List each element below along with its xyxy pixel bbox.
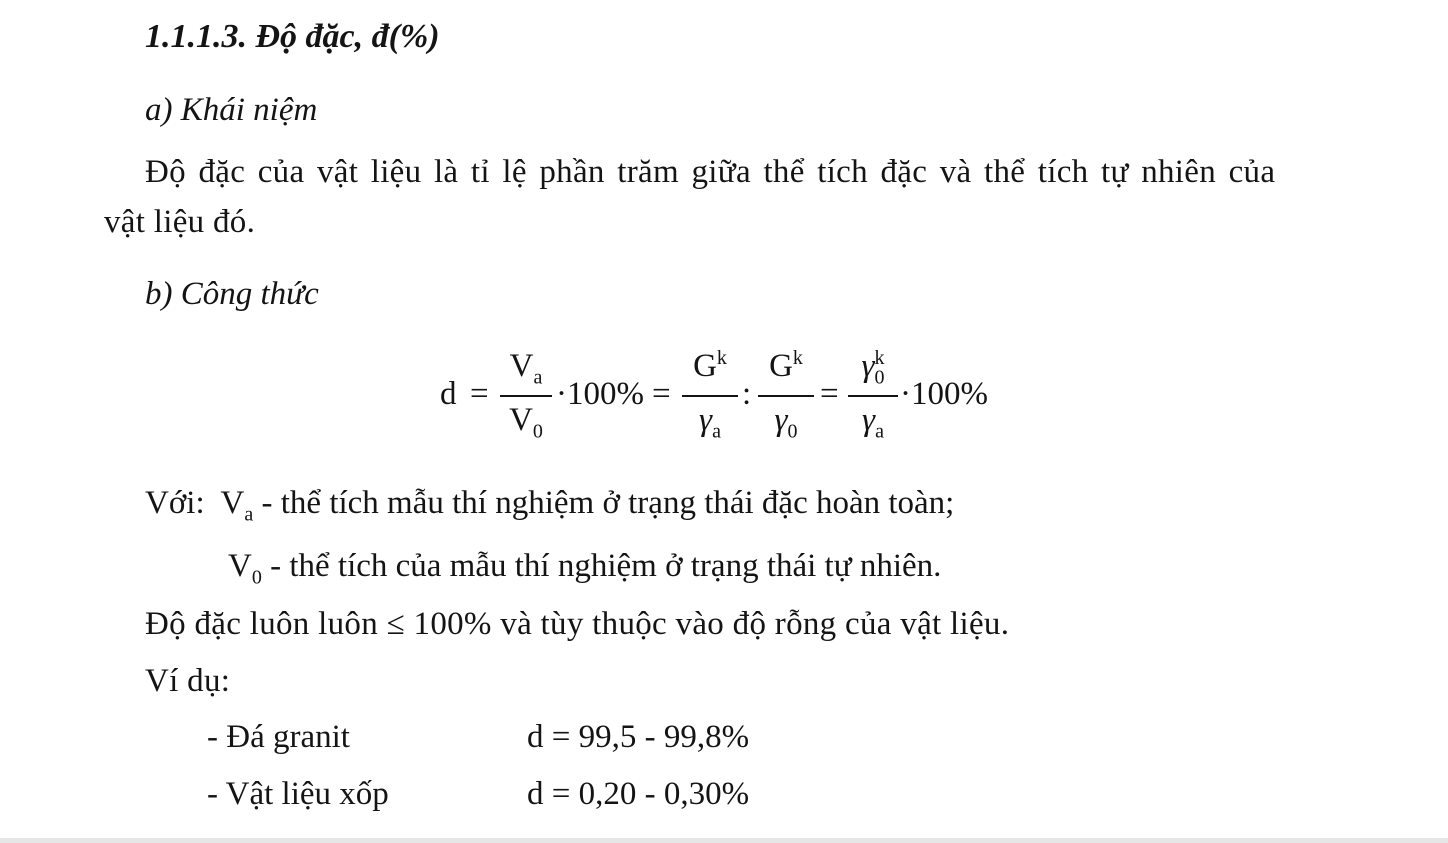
v0-description: - thể tích của mẫu thí nghiệm ở trạng thái tự nhiên. (261, 548, 942, 584)
v0-symbol: $V_0$ (228, 548, 262, 589)
example-value: d = 0,20 - 0,30% (527, 776, 750, 812)
example-name: - Vật liệu xốp (207, 776, 389, 812)
definition-text-line2: vật liệu đó. (104, 204, 256, 240)
page-bottom-edge (0, 838, 1448, 843)
va-symbol: $V_a$ (220, 485, 254, 526)
formula (440, 348, 1000, 458)
subsection-a-title: a) Khái niệm (145, 92, 318, 128)
example-name: - Đá granit (207, 719, 350, 755)
example-value: d = 99,5 - 99,8% (527, 719, 750, 755)
formula-equals-1: = (470, 376, 489, 412)
fraction-denominator: $V_0$ (509, 402, 543, 443)
fraction-gamma0k-gamma-a (848, 348, 898, 458)
fraction-gk-gamma-0 (758, 348, 814, 458)
fraction-bar (848, 395, 898, 397)
fraction-denominator: $\gamma_a$ (862, 402, 884, 443)
density-note: Độ đặc luôn luôn ≤ 100% và tùy thuộc vào độ rỗng của vật liệu. (145, 606, 1010, 642)
fraction-numerator: $V_a$ (509, 348, 543, 389)
fraction-numerator: $G^k$ (693, 347, 727, 384)
section-heading: 1.1.1.3. Độ đặc, đ(%) (145, 18, 440, 55)
fraction-bar (500, 395, 552, 397)
fraction-denominator: $\gamma_a$ (699, 402, 721, 443)
definition-prefix: Với: (145, 485, 205, 521)
formula-lhs: d (440, 376, 457, 412)
definition-va (145, 485, 955, 526)
formula-equals-2: = (652, 376, 671, 412)
fraction-numerator: $G^k$ (769, 347, 803, 384)
examples-label: Ví dụ: (145, 663, 231, 699)
definition-text-line1: Độ đặc của vật liệu là tỉ lệ phần trăm giữa thể tích đặc và thể tích tự nhiên của (145, 154, 1276, 190)
formula-equals-3: = (820, 376, 839, 412)
formula-times-100-2: ·100% (900, 376, 988, 412)
definition-v0 (228, 548, 942, 589)
fraction-numerator: $\gamma_0^k$ (861, 347, 885, 389)
fraction-gk-gamma-a (682, 348, 738, 458)
fraction-bar (758, 395, 814, 397)
fraction-denominator: $\gamma_0$ (774, 402, 798, 443)
subsection-b-title: b) Công thức (145, 276, 319, 312)
va-description: - thể tích mẫu thí nghiệm ở trạng thái đặc hoàn toàn; (253, 485, 955, 521)
fraction-va-v0 (500, 348, 552, 458)
fraction-bar (682, 395, 738, 397)
formula-times-100-1: ·100% (556, 376, 644, 412)
formula-colon: : (742, 376, 752, 412)
